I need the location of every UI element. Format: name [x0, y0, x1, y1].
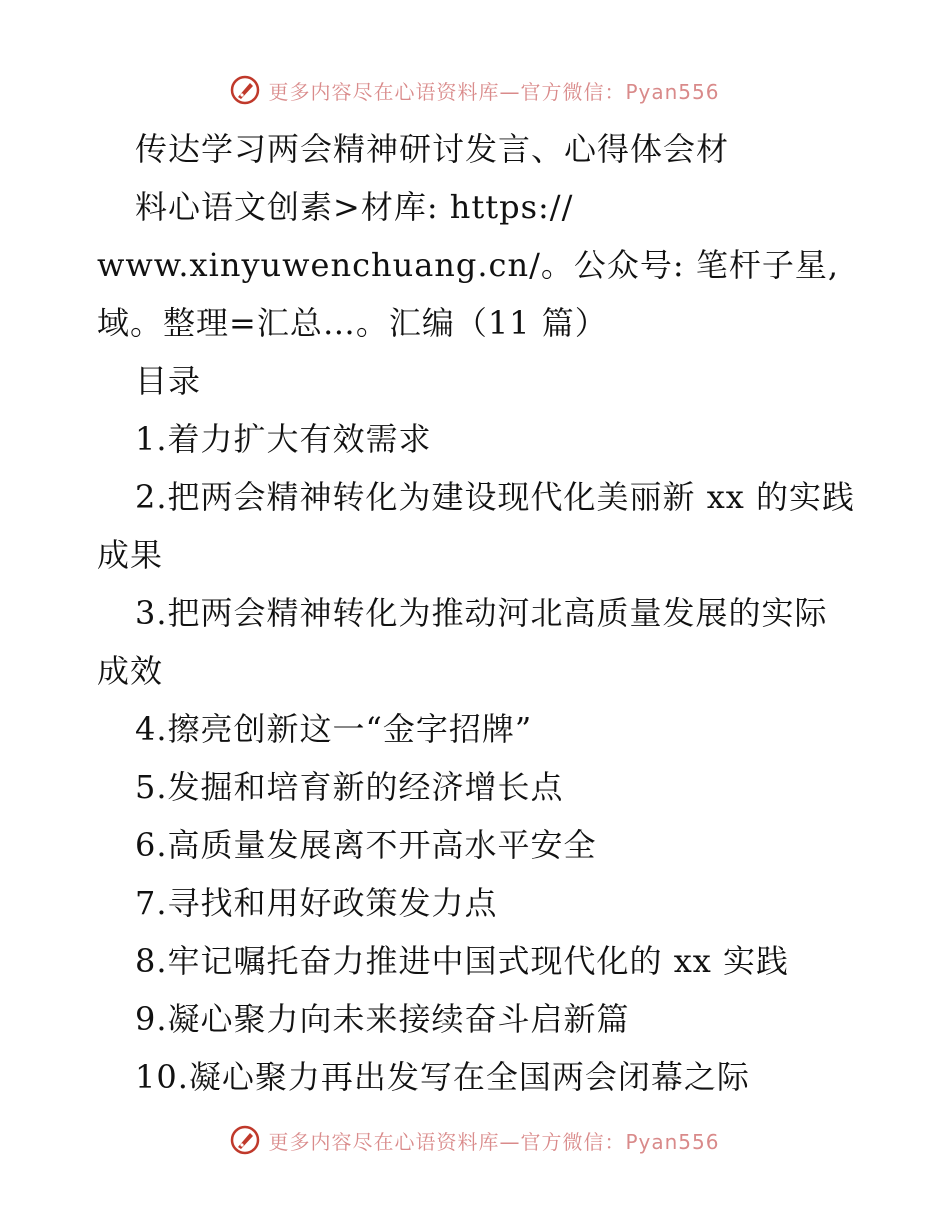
pen-nib-logo-icon	[230, 1125, 260, 1155]
document-body	[97, 120, 857, 1106]
watermark-text: 更多内容尽在心语资料库—官方微信：Pyan556	[268, 1129, 720, 1154]
title-line-4: 域。整理=汇总…。汇编（11 篇）	[97, 304, 608, 342]
pen-nib-logo-icon	[230, 75, 260, 105]
toc-item-1: 1.着力扩大有效需求	[135, 420, 432, 458]
title-line-2: 料心语文创素>材库: https://	[135, 188, 574, 226]
toc-item-9: 9.凝心聚力向未来接续奋斗启新篇	[135, 1000, 630, 1038]
watermark-banner-top	[0, 70, 950, 110]
toc-item-6: 6.高质量发展离不开高水平安全	[135, 826, 597, 864]
toc-item-5: 5.发掘和培育新的经济增长点	[135, 768, 564, 806]
toc-item-7: 7.寻找和用好政策发力点	[135, 884, 498, 922]
toc-item-8: 8.牢记嘱托奋力推进中国式现代化的 xx 实践	[135, 942, 789, 980]
toc-item-10: 10.凝心聚力再出发写在全国两会闭幕之际	[135, 1058, 750, 1096]
toc-item-4: 4.擦亮创新这一“金字招牌”	[135, 710, 533, 748]
title-line-1: 传达学习两会精神研讨发言、心得体会材	[135, 130, 730, 168]
watermark-banner-bottom	[0, 1120, 950, 1160]
toc-item-2: 2.把两会精神转化为建设现代化美丽新 xx 的实践成果	[97, 478, 855, 574]
toc-item-3: 3.把两会精神转化为推动河北高质量发展的实际成效	[97, 594, 828, 690]
title-line-3: www.xinyuwenchuang.cn/。公众号: 笔杆子星,	[97, 246, 839, 284]
toc-heading: 目录	[135, 362, 202, 400]
watermark-text: 更多内容尽在心语资料库—官方微信：Pyan556	[268, 79, 720, 104]
